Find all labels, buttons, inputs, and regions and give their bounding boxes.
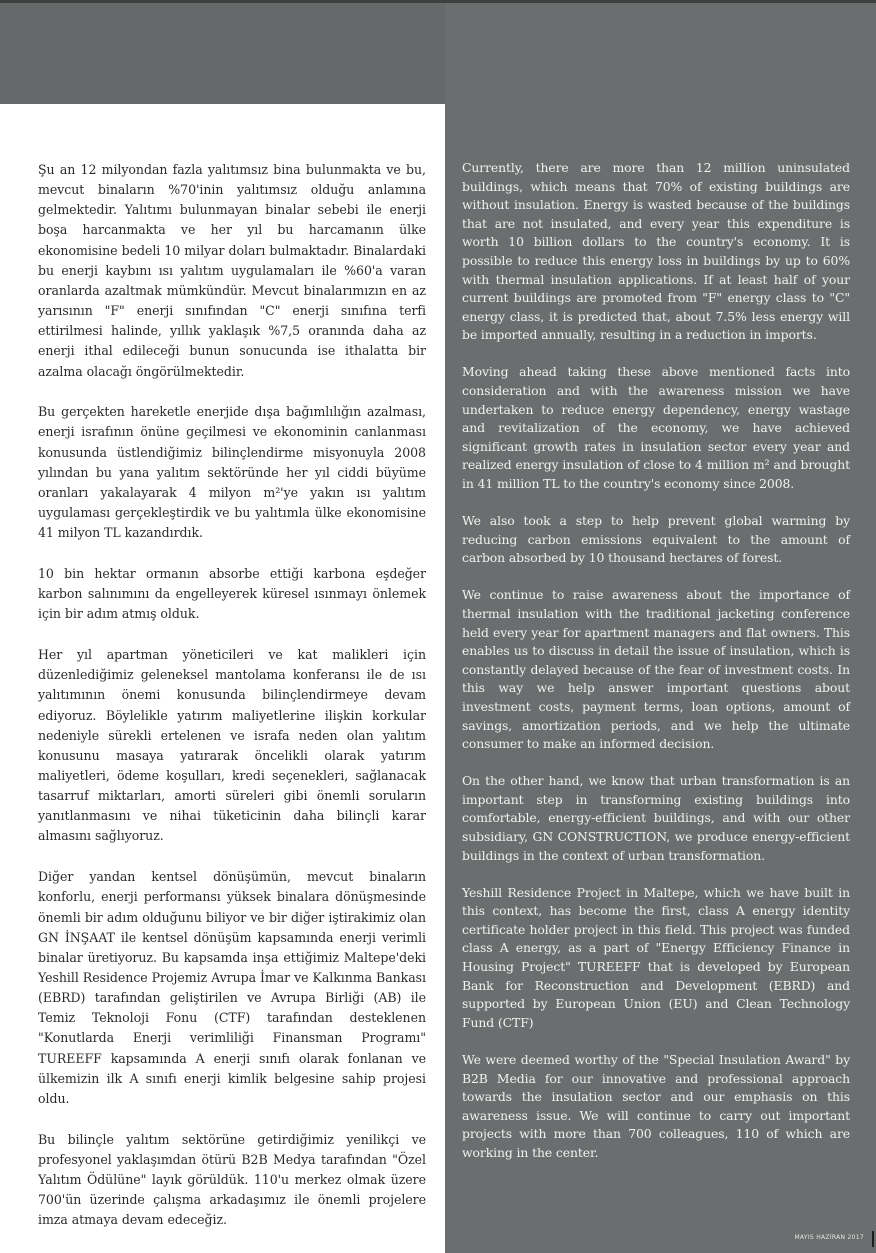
- turkish-paragraph: Bu gerçekten hareketle enerjide dışa bağımlılığın azalması, enerji israfının önüne geçilmesi ve ekonominin canlanması konusunda üstlendiğimiz bilinçlendirme misyonuyla 2008 yılından bu yana yalıtım sektöründe her yıl ciddi büyüme oranları yakalayarak 4 milyon m²'ye yakın ısı yalıtım uygulaması gerçekleştirdik ve bu yalıtımla ülke ekonomisine 41 milyon TL kazandırdık.: [38, 404, 426, 541]
- english-paragraph: On the other hand, we know that urban transformation is an important step in transforming existing buildings into comfortable, energy-efficient buildings, and with our other subsidiary, GN CONSTRUCTION, we produce energy-efficient buildings in the context of urban transformation.: [462, 773, 850, 863]
- english-paragraph: Currently, there are more than 12 million uninsulated buildings, which means that 70% of existing buildings are without insulation. Energy is wasted because of the buildings that are not insulated, and every year this expenditure is worth 10 billion dollars to the country's economy. It is possible to reduce this energy loss in buildings by up to 60% with thermal insulation applications. If at least half of your current buildings are promoted from "F" energy class to "C" energy class, it is predicted that, about 7.5% less energy will be imported annually, resulting in a reduction in imports.: [462, 160, 850, 343]
- english-paragraph: We were deemed worthy of the "Special Insulation Award" by B2B Media for our innovative and professional approach towards the insulation sector and our emphasis on this awareness issue. We will continue to carry out important projects with more than 700 colleagues, 110 of which are working in the center.: [462, 1051, 850, 1160]
- turkish-paragraph: Şu an 12 milyondan fazla yalıtımsız bina bulunmakta ve bu, mevcut binaların %70'inin yalıtımsız olduğu anlamına gelmektedir. Yalıtımı bulunmayan binalar sebebi ile enerji boşa harcanmakta ve her yıl bu harcamanın ülke ekonomisine bedeli 10 milyar doları bulmaktadır. Binalardaki bu enerji kaybını ısı yalıtım uygulamaları ile %60'a varan oranlarda azaltmak mümkündür. Mevcut binalarımızın en az yarısının "F" enerji sınıfından "C" enerji sınıfına terfi ettirilmesi halinde, yıllık yaklaşık %7,5 oranında daha az enerji ithal edileceği bunun sonucunda ise ithalatta bir azalma olacağı öngörülmektedir.: [38, 162, 426, 379]
- turkish-paragraph: 10 bin hektar ormanın absorbe ettiği karbona eşdeğer karbon salınımını da engelleyerek küresel ısınmayı önlemek için bir adım atmış olduk.: [38, 566, 426, 622]
- english-paragraph: Yeshill Residence Project in Maltepe, which we have built in this context, has become the first, class A energy identity certificate holder project in this field. This project was funded class A energy, as a part of "Energy Efficiency Finance in Housing Project" TUREEFF that is developed by European Bank for Reconstruction and Development (EBRD) and supported by European Union (EU) and Clean Technology Fund (CTF): [462, 884, 850, 1030]
- english-text-column: [462, 159, 850, 1181]
- english-paragraph: We continue to raise awareness about the importance of thermal insulation with the traditional jacketing conference held every year for apartment managers and flat owners. This enables us to discuss in detail the issue of insulation, which is constantly delayed because of the fear of investment costs. In this way we help answer important questions about investment costs, payment terms, loan options, amount of savings, amortization periods, and we help the ultimate consumer to make an informed decision.: [462, 587, 850, 752]
- issue-date-footer: MAYIS HAZİRAN 2017: [794, 1234, 864, 1241]
- english-paragraph: We also took a step to help prevent global warming by reducing carbon emissions equivalent to the amount of carbon absorbed by 10 thousand hectares of forest.: [462, 513, 850, 566]
- header-top-rule: [0, 0, 876, 3]
- english-paragraph: Moving ahead taking these above mentioned facts into consideration and with the awareness mission we have undertaken to reduce energy dependency, energy wastage and revitalization of the economy, we have achieved significant growth rates in insulation sector every year and realized energy insulation of close to 4 million m² and brought in 41 million TL to the country's economy since 2008.: [462, 364, 850, 491]
- turkish-paragraph: Diğer yandan kentsel dönüşümün, mevcut binaların konforlu, enerji performansı yüksek binalara dönüşmesinde önemli bir adım olduğunu biliyor ve bir diğer iştirakimiz olan GN İNŞAAT ile kentsel dönüşüm kapsamında enerji verimli binalar üretiyoruz. Bu kapsamda inşa ettiğimiz Maltepe'deki Yeshill Residence Projemiz Avrupa İmar ve Kalkınma Bankası (EBRD) tarafından geliştirilen ve Avrupa Birliği (AB) ile Temiz Teknoloji Fonu (CTF) tarafından desteklenen "Konutlarda Enerji verimliliği Finansman Programı" TUREEFF kapsamında A enerji sınıfı olarak fonlanan ve ülkemizin ilk A sınıfı enerji kimlik belgesine sahip projesi oldu.: [38, 869, 426, 1106]
- turkish-paragraph: Her yıl apartman yöneticileri ve kat malikleri için düzenlediğimiz geleneksel mantolama konferansı ile de ısı yalıtımının önemi konusunda bilinçlendirmeye devam ediyoruz. Böylelikle yatırım maliyetlerine ilişkin korkular nedeniyle sürekli ertelenen ve israfa neden olan yalıtım konusunu masaya yatırarak öncelikli olarak yatırım maliyetleri, ödeme koşulları, kredi seçenekleri, sağlanacak tasarruf miktarları, amorti süreleri gibi önemli soruların yanıtlanmasını ve nihai tüketicinin daha bilinçli karar almasını sağlıyoruz.: [38, 647, 426, 844]
- turkish-paragraph: Bu bilinçle yalıtım sektörüne getirdiğimiz yenilikçi ve profesyonel yaklaşımdan ötürü B2B Medya tarafından "Özel Yalıtım Ödülüne" layık görüldük. 110'u merkez olmak üzere 700'ün üzerinde çalışma arkadaşımız ile önemli projelere imza atmaya devam edeceğiz.: [38, 1131, 426, 1228]
- turkish-text-column: [38, 160, 426, 1251]
- page-edge-mark: [872, 1231, 874, 1247]
